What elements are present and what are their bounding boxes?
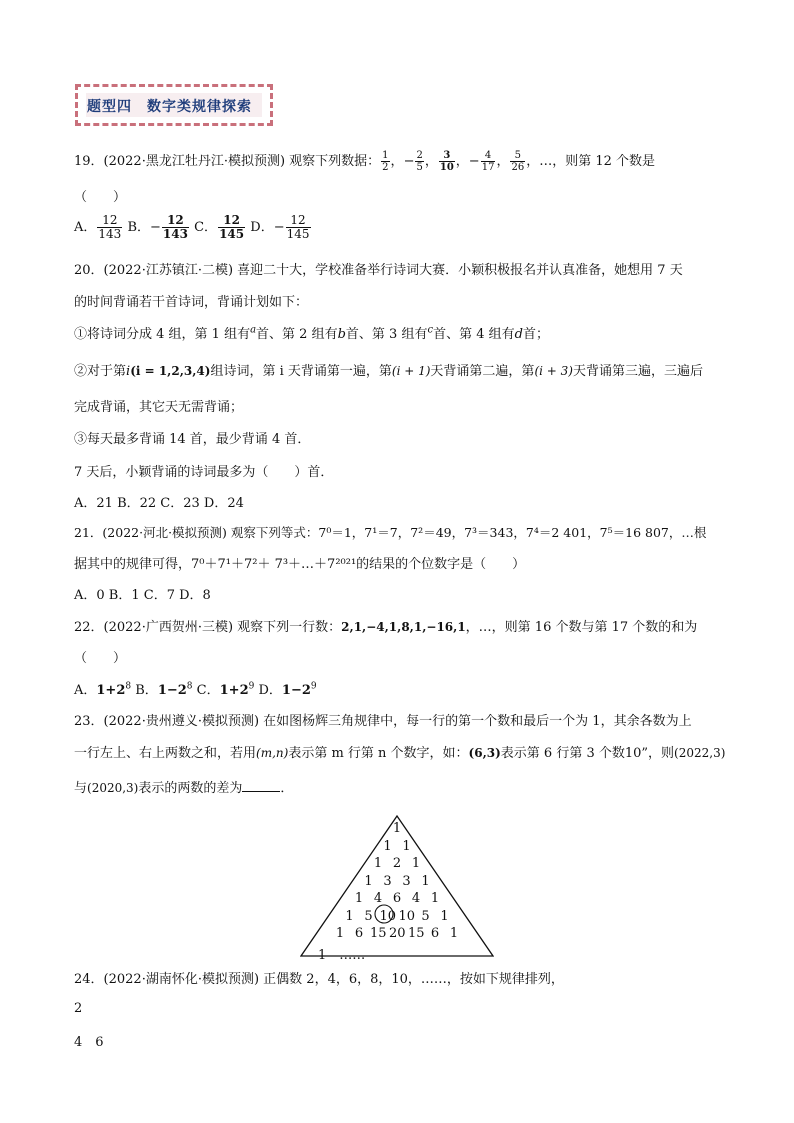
var-i: i bbox=[126, 364, 131, 379]
minus-sign: − bbox=[150, 220, 161, 235]
q23-line2-c: 表示第 6 行第 3 个数10”，则 bbox=[500, 746, 675, 761]
triangle-number: 1 bbox=[373, 856, 383, 871]
q20-item1-c: 首、第 3 组有 bbox=[345, 327, 428, 342]
option-value bbox=[217, 213, 246, 241]
triangle-number: 10 bbox=[379, 908, 397, 924]
denominator: 2 bbox=[382, 162, 389, 173]
q19-options bbox=[74, 214, 312, 241]
option-value bbox=[150, 213, 190, 241]
denominator: 145 bbox=[219, 227, 245, 241]
fraction bbox=[381, 150, 389, 173]
minus-sign: − bbox=[273, 220, 285, 235]
q20-item2-b: 组诗词，第 i 天背诵第一遍，第 bbox=[210, 364, 392, 379]
fraction bbox=[481, 150, 496, 173]
q24-row1: 2 bbox=[74, 1001, 83, 1016]
option-label: B． bbox=[135, 683, 158, 698]
triangle-number: 1 bbox=[335, 926, 345, 941]
q19-tail: ，…，则第 12 个数是 bbox=[526, 154, 655, 169]
q19-sequence bbox=[380, 150, 526, 173]
sequence-term bbox=[380, 150, 390, 173]
denominator: 143 bbox=[162, 227, 188, 241]
q20-options: A．21 B．22 C．23 D．24 bbox=[74, 496, 244, 511]
q22-paren: （ ） bbox=[74, 651, 127, 666]
option-expr: 1−2 bbox=[281, 683, 311, 698]
triangle-number: 1 bbox=[411, 856, 421, 871]
numerator: 1 bbox=[382, 150, 389, 161]
triangle-number: 6 bbox=[392, 891, 402, 906]
triangle-number: 4 bbox=[373, 891, 383, 906]
q23-line2 bbox=[74, 742, 725, 761]
numerator: 12 bbox=[97, 214, 122, 228]
triangle-number: 10 bbox=[398, 908, 416, 924]
triangle-number: 5 bbox=[421, 908, 430, 924]
sequence-term bbox=[403, 150, 425, 173]
triangle-number: 4 bbox=[411, 891, 421, 906]
option-exponent: 8 bbox=[186, 681, 193, 692]
option-value bbox=[96, 213, 123, 241]
fraction bbox=[510, 150, 525, 173]
triangle-number: 6 bbox=[430, 926, 440, 941]
q20-item2-line2: 完成背诵，其它天无需背诵； bbox=[74, 400, 244, 415]
q22-line bbox=[74, 616, 697, 635]
fraction bbox=[162, 214, 189, 241]
q23-line2-a: 一行左上、右上两数之和，若用 bbox=[74, 746, 257, 761]
option-value bbox=[273, 213, 312, 241]
triangle-number: 1 bbox=[430, 891, 440, 906]
fraction bbox=[415, 150, 423, 173]
triangle-number: 15 bbox=[370, 926, 387, 941]
denominator: 143 bbox=[98, 227, 122, 241]
triangle-number: 1 bbox=[354, 891, 364, 906]
section-heading: 题型四 数字类规律探索 bbox=[87, 99, 252, 115]
q20-line2: 的时间背诵若干首诗词，背诵计划如下： bbox=[74, 295, 309, 310]
triangle-number: 1 bbox=[364, 873, 373, 889]
q21-line1: 21．(2022·河北·模拟预测) 观察下列等式：7⁰＝1，7¹＝7，7²＝49，7³＝343，7⁴＝2 401，7⁵＝16 807，…根 bbox=[74, 525, 707, 540]
option-label: B． bbox=[127, 220, 150, 235]
comma: ， bbox=[496, 154, 510, 169]
var-c: c bbox=[427, 324, 434, 336]
option-exponent: 9 bbox=[248, 681, 255, 692]
option-label: D． bbox=[258, 683, 282, 698]
triangle-number: 1 bbox=[402, 838, 411, 854]
option-expr: 1+2 bbox=[219, 683, 249, 698]
q21-line2: 据其中的规律可得，7⁰＋7¹＋7²＋ 7³＋…＋7²⁰²¹的结果的个位数字是（ ） bbox=[74, 557, 526, 572]
var-b: b bbox=[337, 327, 346, 342]
q23-line1: 23．(2022·贵州遵义·模拟预测) 在如图杨辉三角规律中，每一行的第一个数和最后一个为 1，其余各数为上 bbox=[74, 714, 692, 729]
q19-lead: 19．(2022·黑龙江牡丹江·模拟预测) 观察下列数据： bbox=[74, 154, 381, 169]
fraction bbox=[97, 214, 122, 241]
option-expr: 1−2 bbox=[157, 683, 187, 698]
triangle-number: 5 bbox=[364, 908, 373, 924]
option-label: C． bbox=[194, 220, 218, 235]
q20-i-plus-1: (i + 1) bbox=[391, 364, 431, 378]
q21-options: A．0 B．1 C．7 D．8 bbox=[74, 588, 211, 603]
q20-item1-e: 首； bbox=[522, 327, 549, 342]
triangle-number: 2 bbox=[392, 856, 402, 871]
denominator: 17 bbox=[481, 162, 495, 173]
option-exponent: 9 bbox=[310, 681, 317, 692]
sequence-term bbox=[468, 150, 497, 173]
option-label: D． bbox=[250, 220, 274, 235]
q20-item3: ③每天最多背诵 14 首，最少背诵 4 首． bbox=[74, 432, 311, 447]
triangle-number: 1 bbox=[383, 838, 392, 854]
denominator: 5 bbox=[416, 162, 423, 173]
option-expr: 1+2 bbox=[96, 683, 126, 698]
q20-item2 bbox=[74, 360, 703, 379]
q23-63: (6,3) bbox=[468, 746, 501, 760]
option-label: A． bbox=[74, 220, 97, 235]
triangle-number: 1 bbox=[421, 873, 430, 889]
triangle-number: 1 bbox=[440, 908, 449, 924]
q24-line1: 24．(2022·湖南怀化·模拟预测) 正偶数 2，4，6，8，10，……，按如下规律排列， bbox=[74, 972, 564, 987]
q20-item2-a: ②对于第 bbox=[74, 364, 127, 379]
q20-cond: (i = 1,2,3,4) bbox=[130, 364, 211, 378]
triangle-number: 1 bbox=[449, 926, 459, 941]
numerator: 2 bbox=[416, 150, 423, 161]
q22-lead: 22．(2022·广西贺州·三模) 观察下列一行数： bbox=[74, 620, 342, 635]
triangle-number: 1 bbox=[345, 908, 354, 924]
triangle-number: 15 bbox=[408, 926, 425, 941]
q20-item1-a: ①将诗词分成 4 组，第 1 组有 bbox=[74, 327, 251, 342]
q23-line3-a: 与 bbox=[74, 781, 88, 796]
q20-item1-d: 首、第 4 组有 bbox=[433, 327, 515, 342]
q23-line2-b: 表示第 m 行第 n 个数字，如： bbox=[288, 746, 469, 761]
numerator: 3 bbox=[439, 150, 455, 162]
q20-item2-c: 天背诵第二遍，第 bbox=[430, 364, 535, 379]
fraction bbox=[218, 214, 245, 241]
minus-sign: − bbox=[468, 154, 480, 169]
triangle-number: 3 bbox=[402, 873, 411, 889]
numerator: 12 bbox=[286, 214, 311, 228]
q20-question: 7 天后，小颖背诵的诗词最多为（ ）首． bbox=[74, 465, 334, 480]
triangle-last-row: 1 …… bbox=[318, 947, 366, 963]
q23-line3-end: ． bbox=[280, 781, 294, 796]
answer-blank[interactable] bbox=[242, 779, 280, 792]
triangle-number: 3 bbox=[383, 873, 392, 889]
sequence-term bbox=[509, 150, 526, 173]
option-label: C． bbox=[196, 683, 220, 698]
denominator: 10 bbox=[439, 162, 454, 173]
triangle-number: 20 bbox=[389, 926, 406, 941]
q23-mn: (m,n) bbox=[256, 746, 289, 760]
q20-item1-b: 首、第 2 组有 bbox=[256, 327, 338, 342]
comma: ， bbox=[390, 154, 404, 169]
minus-sign: − bbox=[403, 154, 415, 169]
q20-item1 bbox=[74, 323, 549, 342]
q19-paren: （ ） bbox=[74, 190, 127, 205]
numerator: 4 bbox=[481, 150, 496, 162]
q23-line3-b: 表示的两数的差为 bbox=[138, 781, 243, 796]
q24-row2: 4 6 bbox=[74, 1035, 104, 1050]
comma: ， bbox=[455, 154, 469, 169]
q23-2022: (2022,3) bbox=[674, 746, 726, 760]
denominator: 26 bbox=[511, 162, 525, 173]
option-exponent: 8 bbox=[125, 681, 132, 692]
numerator: 5 bbox=[510, 150, 525, 162]
q22-options bbox=[74, 679, 317, 698]
triangle-number: 1 bbox=[392, 821, 402, 836]
q20-item2-d: 天背诵第三遍，三遍后 bbox=[572, 364, 703, 379]
sequence-term bbox=[438, 150, 456, 173]
q22-sequence: 2,1,−4,1,8,1,−16,1 bbox=[341, 620, 466, 634]
pascal-triangle-figure bbox=[300, 815, 494, 963]
numerator: 12 bbox=[162, 214, 189, 228]
q22-tail: ，…，则第 16 个数与第 17 个数的和为 bbox=[465, 620, 698, 635]
q23-2020: (2020,3) bbox=[87, 781, 139, 795]
triangle-number: 6 bbox=[354, 926, 364, 941]
fraction bbox=[439, 150, 455, 173]
var-a: a bbox=[250, 324, 257, 336]
q19-line bbox=[74, 150, 655, 173]
fraction bbox=[286, 214, 311, 241]
option-label: A． bbox=[74, 683, 97, 698]
q20-line1: 20．(2022·江苏镇江·二模) 喜迎二十大，学校准备举行诗词大赛．小颖积极报名并认真准备，她想用 7 天 bbox=[74, 263, 683, 278]
denominator: 145 bbox=[286, 227, 310, 241]
q20-i-plus-3: (i + 3) bbox=[534, 364, 573, 378]
q23-line3 bbox=[74, 777, 293, 796]
var-d: d bbox=[514, 327, 523, 342]
comma: ， bbox=[424, 154, 438, 169]
numerator: 12 bbox=[218, 214, 245, 228]
